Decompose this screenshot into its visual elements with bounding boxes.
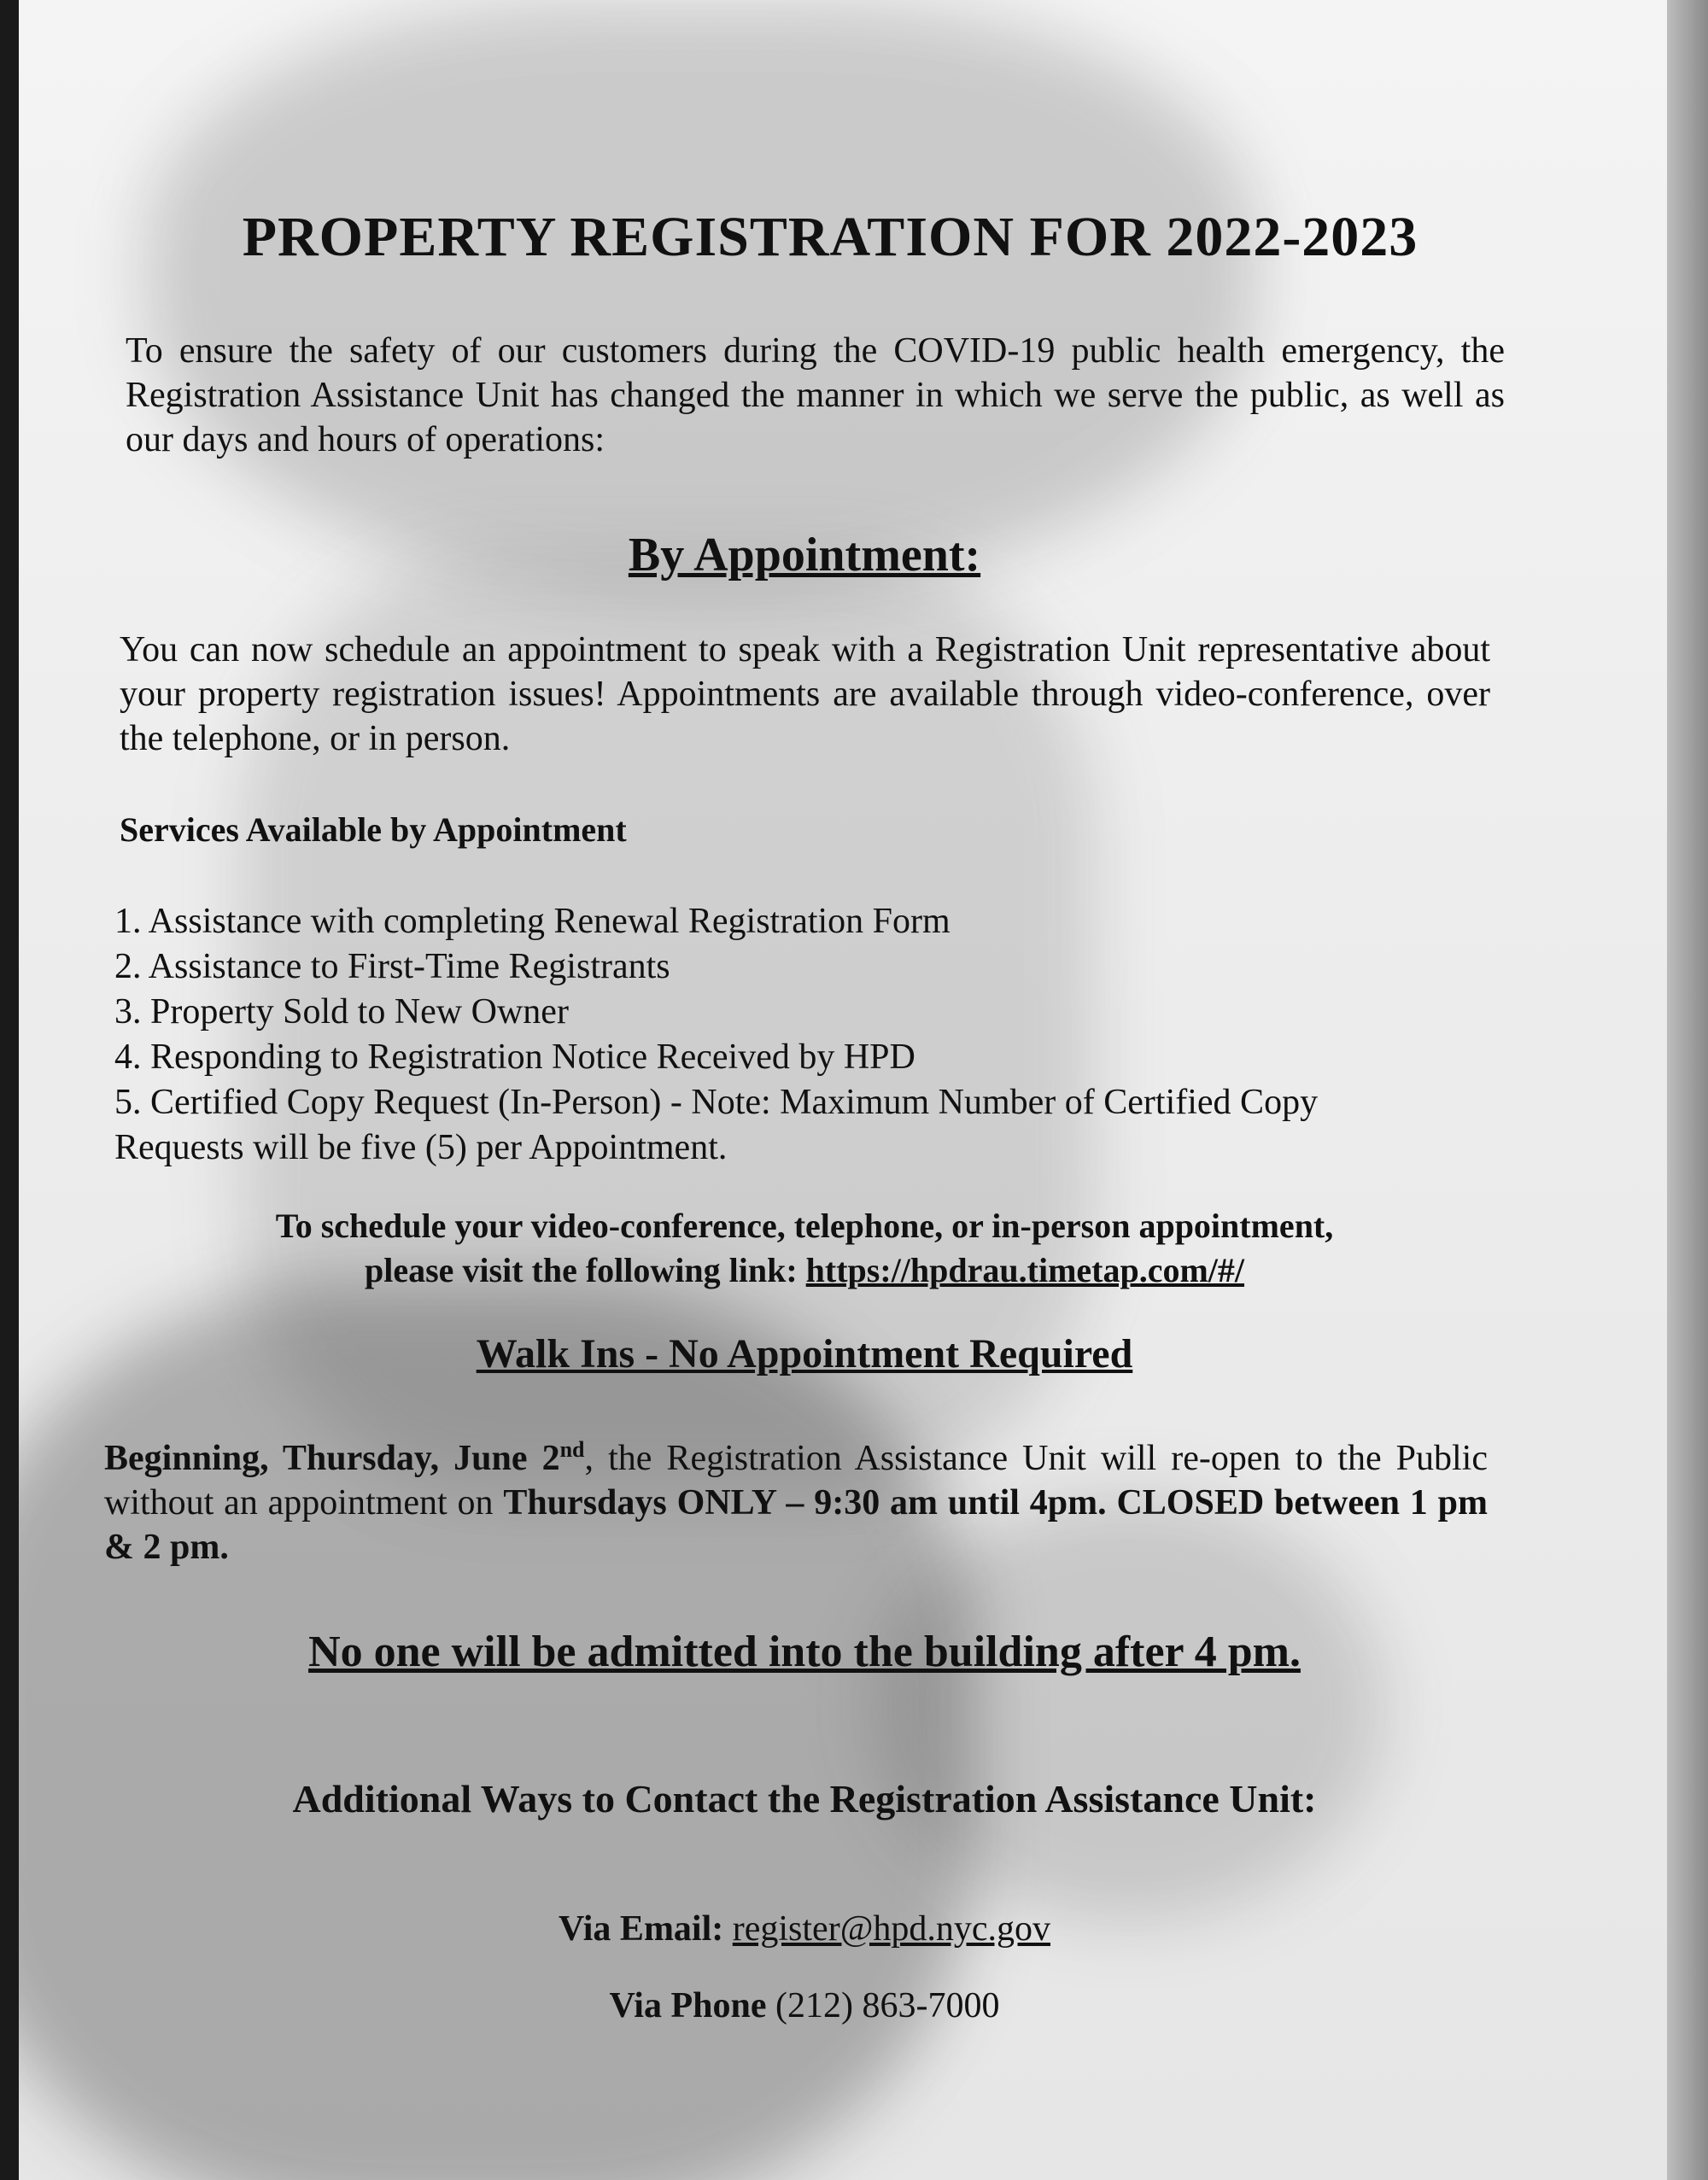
- photo-right-edge: [1667, 0, 1708, 2180]
- phone-label: Via Phone: [609, 1986, 767, 2025]
- services-title: Services Available by Appointment: [120, 810, 627, 849]
- list-item: 4. Responding to Registration Notice Received by HPD: [114, 1037, 915, 1077]
- flyer-content: [19, 0, 1667, 2180]
- list-item: 5. Certified Copy Request (In-Person) - Note: Maximum Number of Certified Copy Requests will be five (5) per Appointment.: [114, 1083, 1319, 1167]
- by-appointment-heading: By Appointment:: [628, 529, 981, 582]
- list-item: 3. Property Sold to New Owner: [114, 992, 569, 1032]
- email-link[interactable]: register@hpd.nyc.gov: [732, 1909, 1051, 1949]
- schedule-instructions: [121, 1204, 1488, 1293]
- services-list: [114, 899, 1438, 1171]
- walk-ins-paragraph: [104, 1428, 1488, 1569]
- phone-number: (212) 863-7000: [775, 1986, 1000, 2025]
- appointment-paragraph: You can now schedule an appointment to speak with a Registration Unit representative about your property registration issues! Appointments are available through video-conference, over the telephone, or in person.: [120, 630, 1490, 758]
- walk-ins-middle: , the Registration Assistance Unit will re-open to the Public without an appointment on: [104, 1439, 1488, 1522]
- walk-ins-heading: Walk Ins - No Appointment Required: [476, 1331, 1133, 1376]
- admission-notice: No one will be admitted into the building after 4 pm.: [308, 1628, 1301, 1676]
- photo-left-edge: [0, 0, 19, 2180]
- contact-email-line: [121, 1908, 1488, 1949]
- email-label: Via Email:: [558, 1909, 724, 1949]
- schedule-link[interactable]: https://hpdrau.timetap.com/#/: [805, 1251, 1245, 1289]
- page-title: PROPERTY REGISTRATION FOR 2022-2023: [242, 206, 1418, 268]
- date-suffix: nd: [559, 1437, 585, 1462]
- contact-title: Additional Ways to Contact the Registration Assistance Unit:: [292, 1777, 1317, 1821]
- walk-ins-begin: Beginning, Thursday, June 2: [104, 1439, 560, 1478]
- list-item: 1. Assistance with completing Renewal Registration Form: [114, 902, 951, 941]
- schedule-prefix: please visit the following link:: [364, 1251, 806, 1289]
- schedule-line-1: To schedule your video-conference, telephone, or in-person appointment,: [275, 1207, 1334, 1245]
- schedule-line-2: [121, 1248, 1488, 1293]
- flyer-paper: [19, 0, 1667, 2180]
- contact-phone-line: [121, 1985, 1488, 2026]
- walk-ins-hours: Thursdays ONLY – 9:30 am until 4pm. CLOSED between 1 pm & 2 pm.: [104, 1483, 1488, 1567]
- intro-paragraph: To ensure the safety of our customers during the COVID-19 public health emergency, the Registration Assistance Unit has changed the manner in which we serve the public, as well as our days and hours of operations:: [126, 331, 1505, 459]
- list-item: 2. Assistance to First-Time Registrants: [114, 947, 670, 986]
